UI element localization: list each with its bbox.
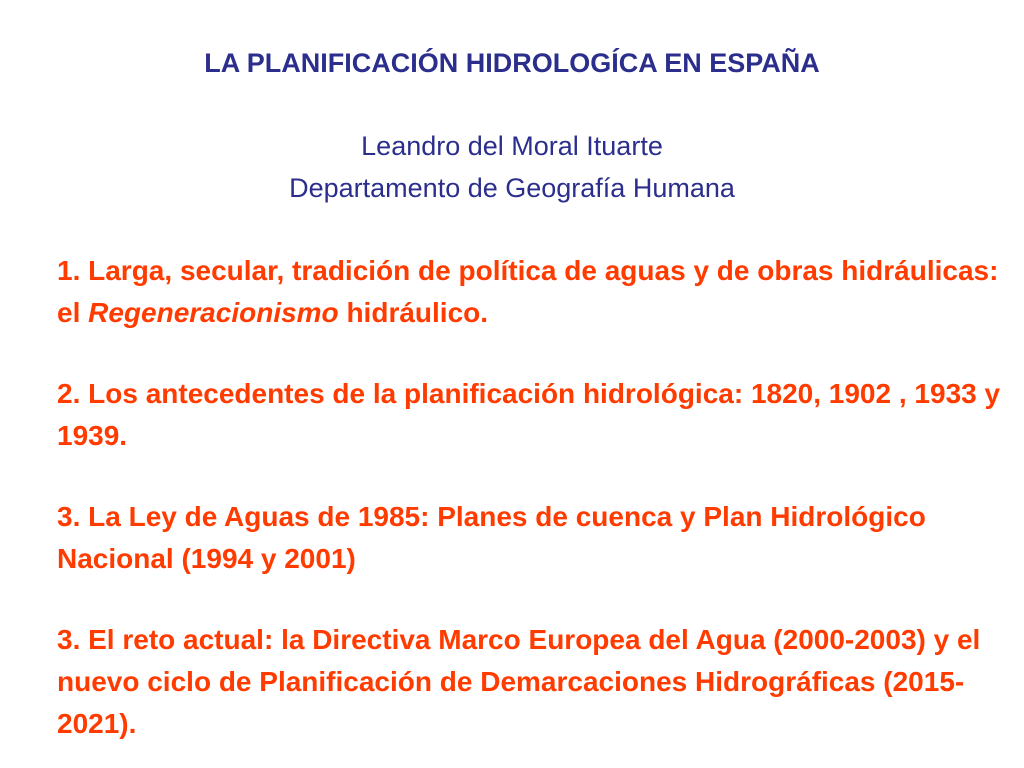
- point-1-text-before: 1. Larga, secular, tradición de política de aguas y de obras hidráulicas: el: [57, 255, 999, 328]
- point-1-text-after: hidráulico.: [338, 297, 489, 328]
- author-name: Leandro del Moral Ituarte: [361, 131, 663, 161]
- slide-title: LA PLANIFICACIÓN HIDROLOGÍCA EN ESPAÑA: [204, 48, 820, 78]
- point-2: 2. Los antecedentes de la planificación hidrológica: 1820, 1902 , 1933 y 1939.: [57, 378, 1001, 451]
- department-name: Departamento de Geografía Humana: [289, 173, 735, 203]
- point-1-emphasis: Regeneracionismo: [88, 297, 339, 328]
- point-3: 3. La Ley de Aguas de 1985: Planes de cuenca y Plan Hidrológico Nacional (1994 y 2001): [57, 501, 926, 574]
- point-4: 3. El reto actual: la Directiva Marco Europea del Agua (2000-2003) y el nuevo ciclo de Planificación de Demarcaciones Hidrográficas (2015-2021).: [57, 624, 981, 739]
- point-1: [57, 250, 1007, 334]
